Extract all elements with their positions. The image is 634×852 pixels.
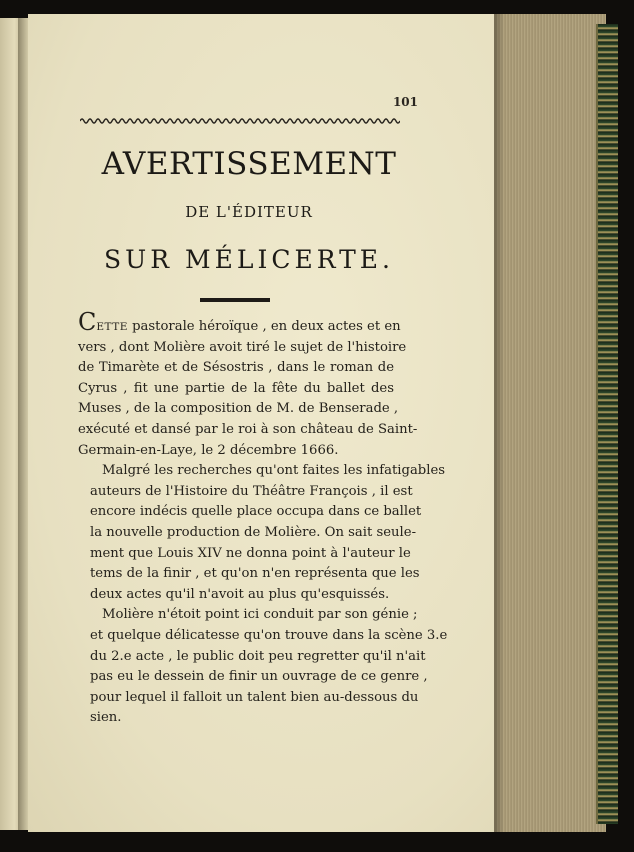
text-line: Cyrus , fit une partie de la fête du ballet des: [78, 380, 394, 396]
text-line: CETTE pastorale héroïque , en deux actes et en: [78, 308, 401, 336]
text-line: et quelque délicatesse qu'on trouve dans la scène 3.e: [90, 627, 448, 643]
text-line: Molière n'étoit point ici conduit par son génie ;: [102, 607, 418, 623]
body-text: [78, 308, 448, 729]
text-line: Germain-en-Laye, le 2 décembre 1666.: [78, 442, 339, 458]
text-line: encore indécis quelle place occupa dans ce ballet: [90, 504, 422, 520]
page-edge-shadow: [494, 14, 504, 832]
small-caps-word: ETTE: [96, 321, 128, 333]
drop-cap: C: [78, 308, 97, 336]
paragraph-3: [78, 605, 448, 729]
paragraph-2: [78, 461, 446, 605]
text-line: Malgré les recherches qu'ont faites les infatigables: [102, 463, 446, 479]
title-sur-melicerte: SUR MÉLICERTE.: [104, 245, 394, 274]
text-line: Muses , de la composition de M. de Benserade ,: [78, 401, 399, 417]
text-line: deux actes qu'il n'avoit au plus qu'esquissés.: [90, 586, 390, 602]
text-line: tems de la finir , et qu'on n'en représenta que les: [90, 566, 420, 582]
text-line: exécuté et dansé par le roi à son château de Saint-: [78, 421, 418, 437]
text-line: de Timarète et de Sésostris , dans le roman de: [78, 360, 394, 376]
text-line: auteurs de l'Histoire du Théâtre François , il est: [90, 483, 413, 499]
page-edges: [494, 14, 606, 832]
text-line: du 2.e acte , le public doit peu regretter qu'il n'ait: [90, 648, 426, 664]
text-line: vers , dont Molière avoit tiré le sujet de l'histoire: [78, 339, 407, 355]
paragraph-1: [78, 308, 418, 461]
title-de-l-editeur: DE L'ÉDITEUR: [185, 203, 313, 221]
title-rule: [200, 298, 270, 302]
book-binding: [596, 24, 618, 824]
page-number: 101: [392, 95, 418, 109]
ornamental-wavy-rule: [80, 117, 400, 125]
text-line: pour lequel il falloit un talent bien au-dessous du: [90, 689, 419, 705]
title-avertissement: AVERTISSEMENT: [101, 146, 397, 182]
text-line: la nouvelle production de Molière. On sait seule-: [90, 524, 417, 540]
text-line: ment que Louis XIV ne donna point à l'auteur le: [90, 545, 411, 561]
text-line: pas eu le dessein de finir un ouvrage de ce genre ,: [90, 669, 428, 685]
text-line: sien.: [90, 710, 122, 726]
